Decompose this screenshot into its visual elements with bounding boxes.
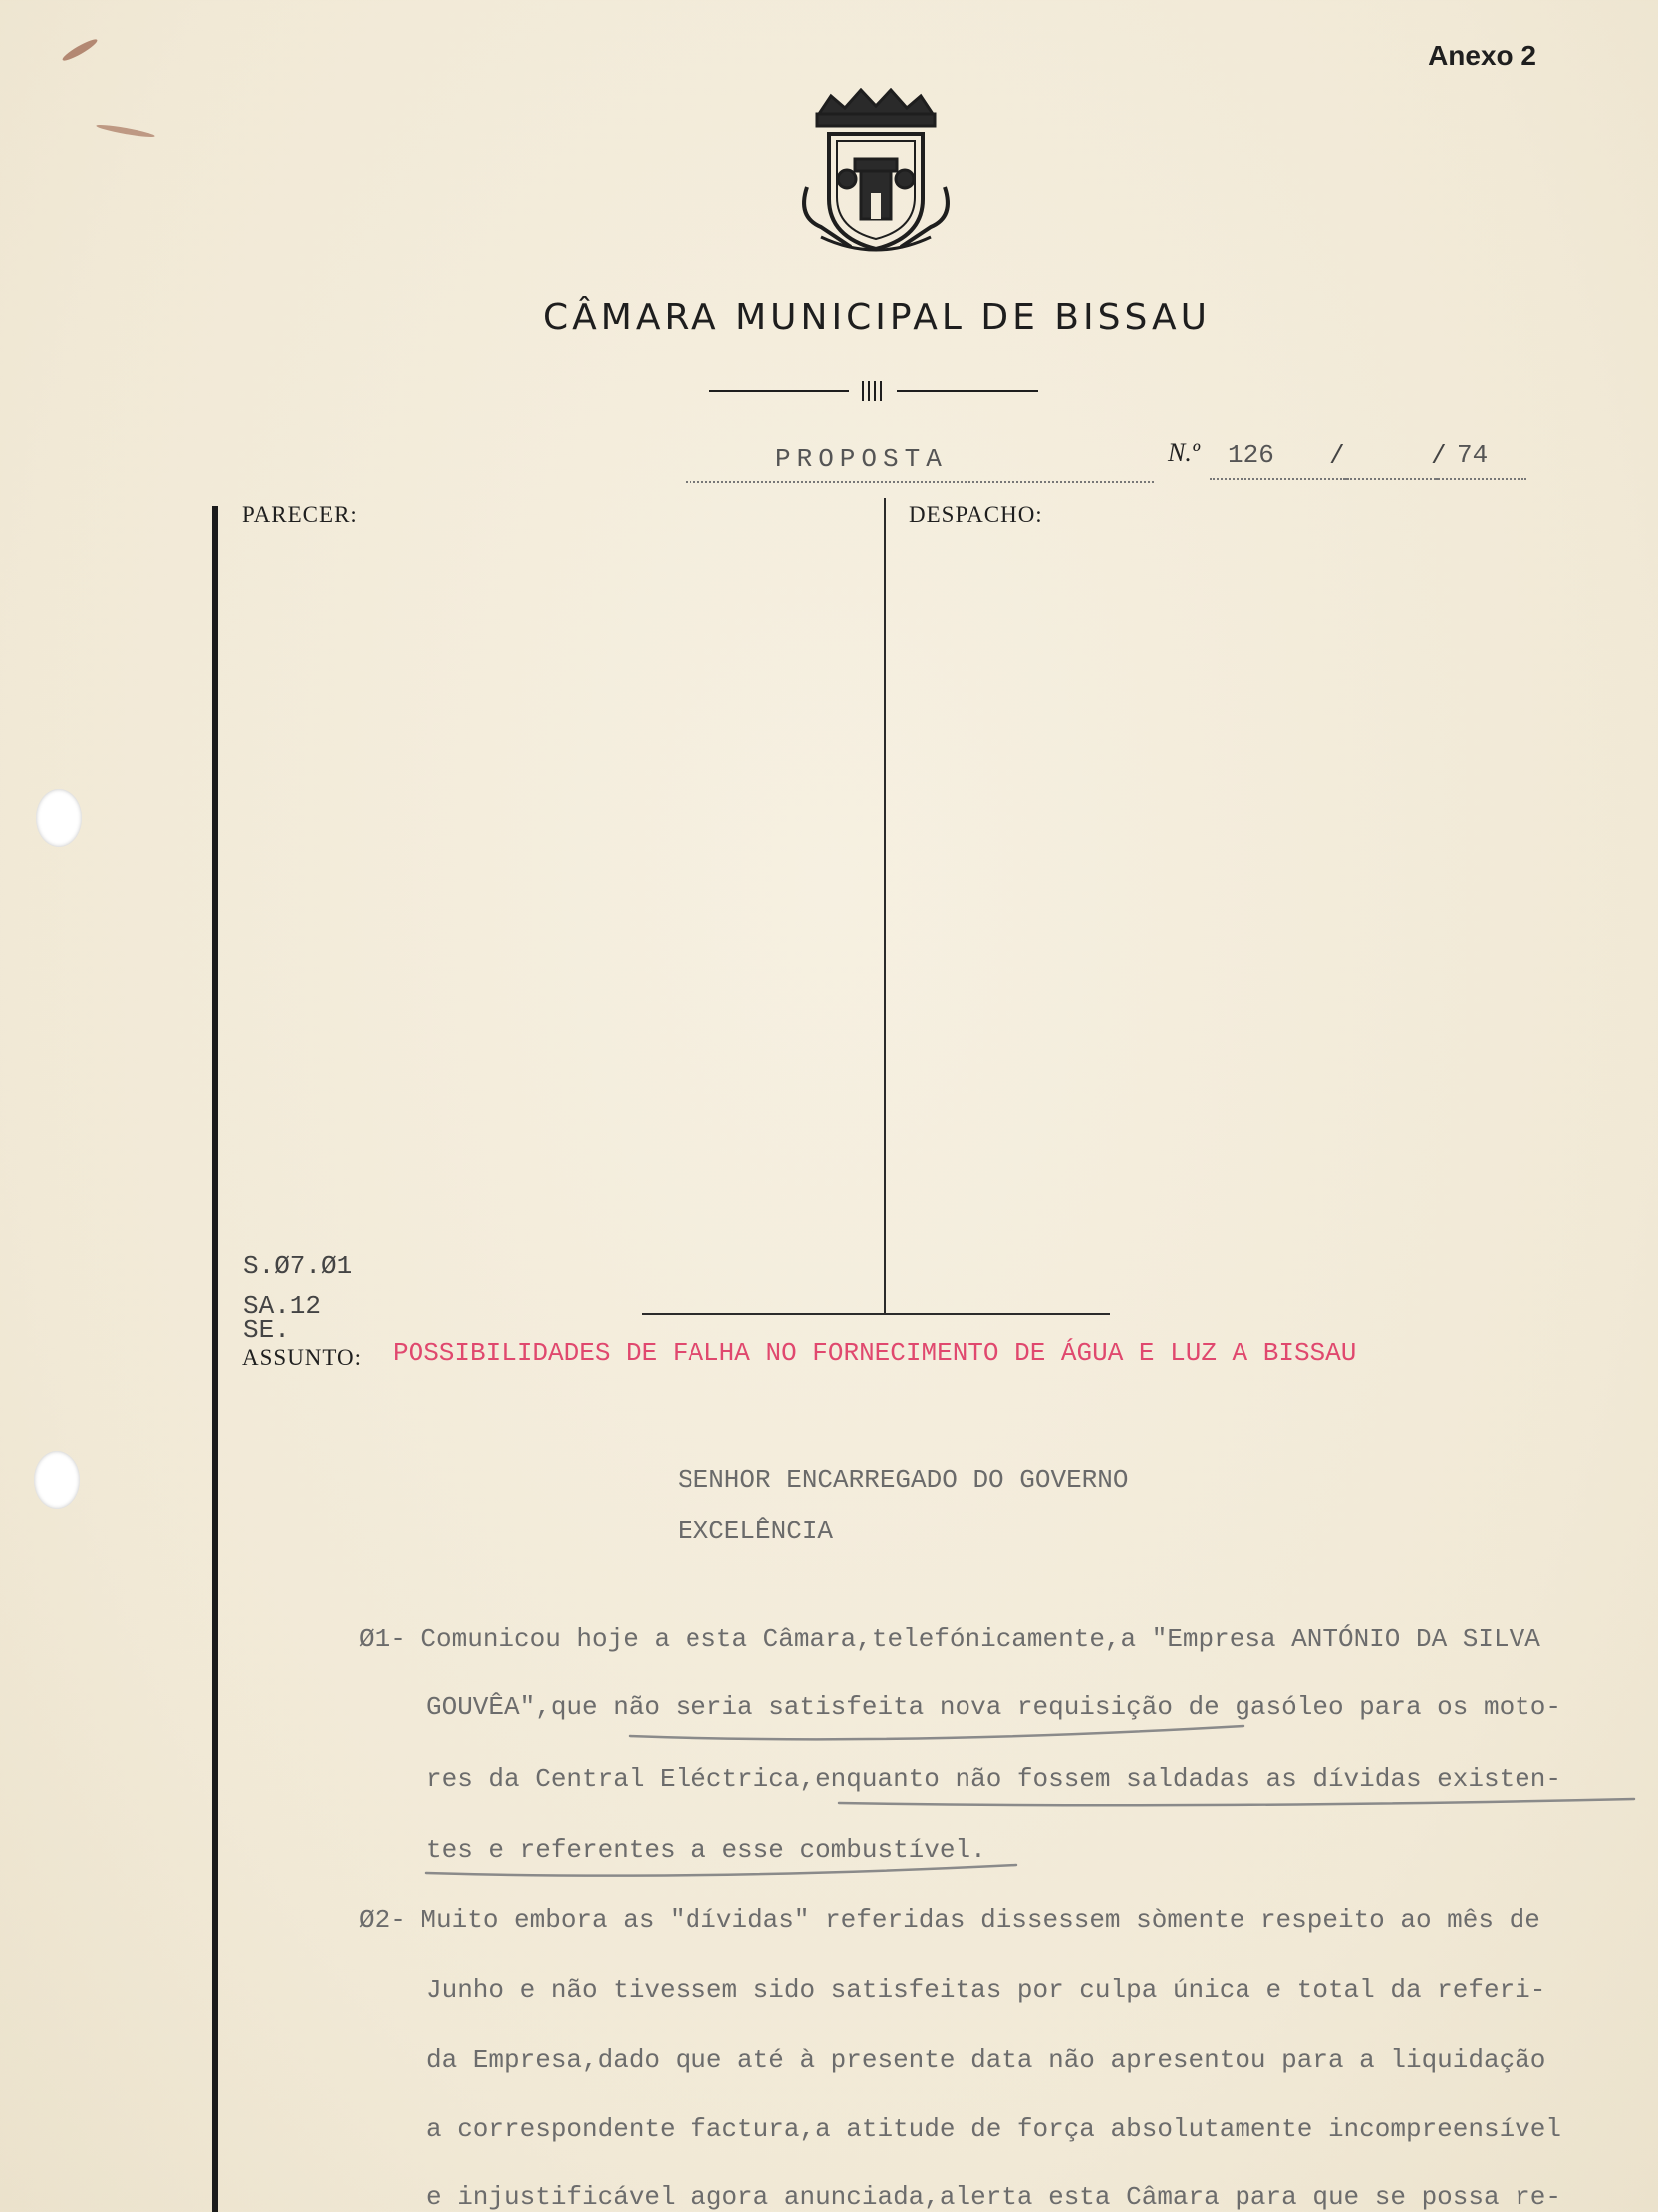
assunto-text: POSSIBILIDADES DE FALHA NO FORNECIMENTO DE ÁGUA E LUZ A BISSAU (393, 1338, 1357, 1368)
letter-line: a correspondente factura,a atitude de força absolutamente incompreensível (426, 2114, 1561, 2144)
number-label: N.º (1168, 438, 1200, 467)
letter-line: res da Central Eléctrica,enquanto não fossem saldadas as dívidas existen- (426, 1764, 1561, 1794)
proposal-year: 74 (1457, 440, 1489, 470)
parecer-label: PARECER: (242, 502, 358, 527)
number-slash: / (1329, 441, 1345, 471)
letter-line: Junho e não tivessem sido satisfeitas por culpa única e total da referi- (426, 1975, 1546, 2005)
letter-line: Ø1- Comunicou hoje a esta Câmara,telefónicamente,a "Empresa ANTÓNIO DA SILVA (359, 1624, 1540, 1654)
annex-label: Anexo 2 (1428, 40, 1536, 71)
letter-line: e injustificável agora anunciada,alerta esta Câmara para que se possa re- (426, 2182, 1561, 2212)
letter-line: Ø2- Muito embora as "dívidas" referidas dissessem sòmente respeito ao mês de (359, 1905, 1540, 1935)
reference-code: S.Ø7.Ø1 (243, 1251, 353, 1281)
salutation-line: SENHOR ENCARREGADO DO GOVERNO (678, 1465, 1129, 1495)
reference-code: SE. (243, 1315, 290, 1345)
number-slash: / (1431, 441, 1447, 471)
letter-line: tes e referentes a esse combustível. (426, 1835, 986, 1865)
proposal-number: 126 (1228, 440, 1274, 470)
reference-code: SA.12 (243, 1291, 322, 1321)
salutation-line: EXCELÊNCIA (678, 1517, 834, 1546)
despacho-label: DESPACHO: (909, 502, 1043, 527)
letter-line: GOUVÊA",que não seria satisfeita nova requisição de gasóleo para os moto- (426, 1692, 1561, 1722)
proposal-label: PROPOSTA (775, 444, 948, 474)
assunto-label: ASSUNTO: (242, 1345, 363, 1370)
letter-line: da Empresa,dado que até à presente data não apresentou para a liquidação (426, 2045, 1546, 2074)
organization-title: CÂMARA MUNICIPAL DE BISSAU (543, 297, 1211, 338)
